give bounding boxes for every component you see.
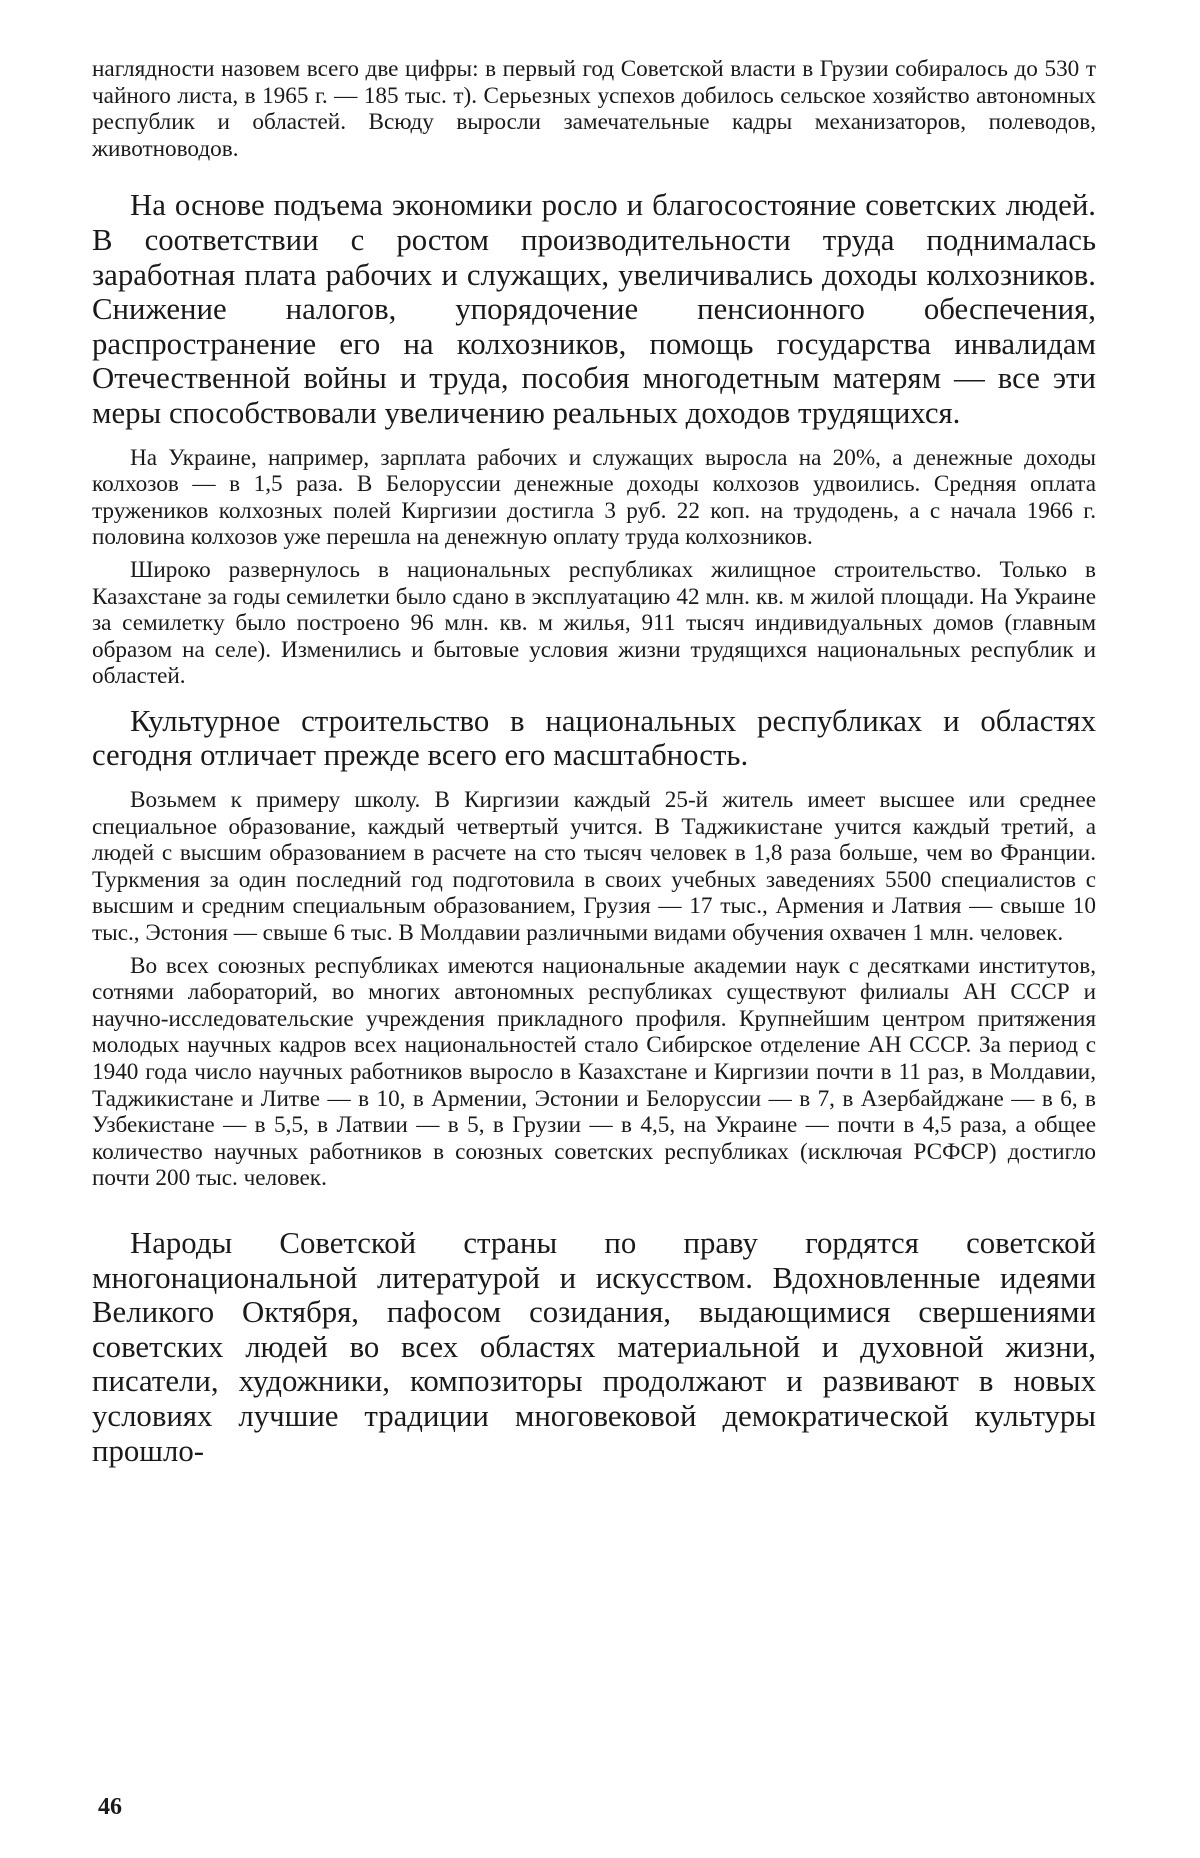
paragraph-cultural-construction: Культурное строительство в национальных республиках и областях сегодня отличает прежде всего его масштабность.	[92, 703, 1096, 773]
page-body	[92, 56, 1096, 1468]
paragraph-living-standards: На основе подъема экономики росло и благосостояние советских людей. В соответствии с ростом производительности труда поднималась заработная плата рабочих и служащих, увеличивались доходы колхозников. Снижение налогов, упорядочение пенсионного обеспечения, распространение его на колхозников, помощь государства инвалидам Отечественной войны и труда, пособия многодетным матерям — все эти меры способствовали увеличению реальных доходов трудящихся.	[92, 188, 1096, 430]
paragraph-continuation-tea-and-agriculture: наглядности назовем всего две цифры: в первый год Советской власти в Грузии собиралось до 530 т чайного листа, в 1965 г. — 185 тыс. т). Серьезных успехов добилось сельское хозяйство автономных республик и областей. Всюду выросли замечательные кадры механизаторов, полеводов, животноводов.	[92, 56, 1096, 162]
paragraph-wages-ukraine-belarus: На Украине, например, зарплата рабочих и служащих выросла на 20%, а денежные доходы колхозов — в 1,5 раза. В Белоруссии денежные доходы колхозов удвоились. Средняя оплата тружеников колхозных полей Киргизии достигла 3 руб. 22 коп. на трудодень, а с начала 1966 г. половина колхозов уже перешла на денежную оплату труда колхозников.	[92, 444, 1096, 551]
paragraph-science-academies: Во всех союзных республиках имеются национальные академии наук с десятками институтов, сотнями лабораторий, во многих автономных республиках существуют филиалы АН СССР и научно-исследовательские учреждения прикладного профиля. Крупнейшим центром притяжения молодых научных кадров всех национальностей стало Сибирское отделение АН СССР. За период с 1940 года число научных работников выросло в Казахстане и Киргизии почти в 11 раз, в Молдавии, Таджикистане и Литве — в 10, в Армении, Эстонии и Белоруссии — в 7, в Азербайджане — в 6, в Узбекистане — в 5,5, в Латвии — в 5, в Грузии — в 4,5, на Украине — почти в 4,5 раза, а общее количество научных работников в союзных советских республиках (исключая РСФСР) достигло почти 200 тыс. человек.	[92, 952, 1096, 1192]
paragraph-literature-and-arts: Народы Советской страны по праву гордятся советской многонациональной литературой и искусством. Вдохновленные идеями Великого Октября, пафосом созидания, выдающимися свершениями советских людей во всех областях материальной и духовной жизни, писатели, художники, композиторы продолжают и развивают в новых условиях лучшие традиции многовековой демократической культуры прошло-	[92, 1225, 1096, 1468]
page-number: 46	[98, 1794, 122, 1820]
paragraph-education: Возьмем к примеру школу. В Киргизии каждый 25-й житель имеет высшее или среднее специальное образование, каждый четвертый учится. В Таджикистане учится каждый третий, а людей с высшим образованием в расчете на сто тысяч человек в 1,8 раза больше, чем во Франции. Туркмения за один последний год подготовила в своих учебных заведениях 5500 специалистов с высшим и средним специальным образованием, Грузия — 17 тыс., Армения и Латвия — свыше 10 тыс., Эстония — свыше 6 тыс. В Молдавии различными видами обучения охвачен 1 млн. человек.	[92, 787, 1096, 947]
paragraph-housing-construction: Широко развернулось в национальных республиках жилищное строительство. Только в Казахстане за годы семилетки было сдано в эксплуатацию 42 млн. кв. м жилой площади. На Украине за семилетку было построено 96 млн. кв. м жилья, 911 тысяч индивидуальных домов (главным образом на селе). Изменились и бытовые условия жизни трудящихся национальных республик и областей.	[92, 556, 1096, 690]
